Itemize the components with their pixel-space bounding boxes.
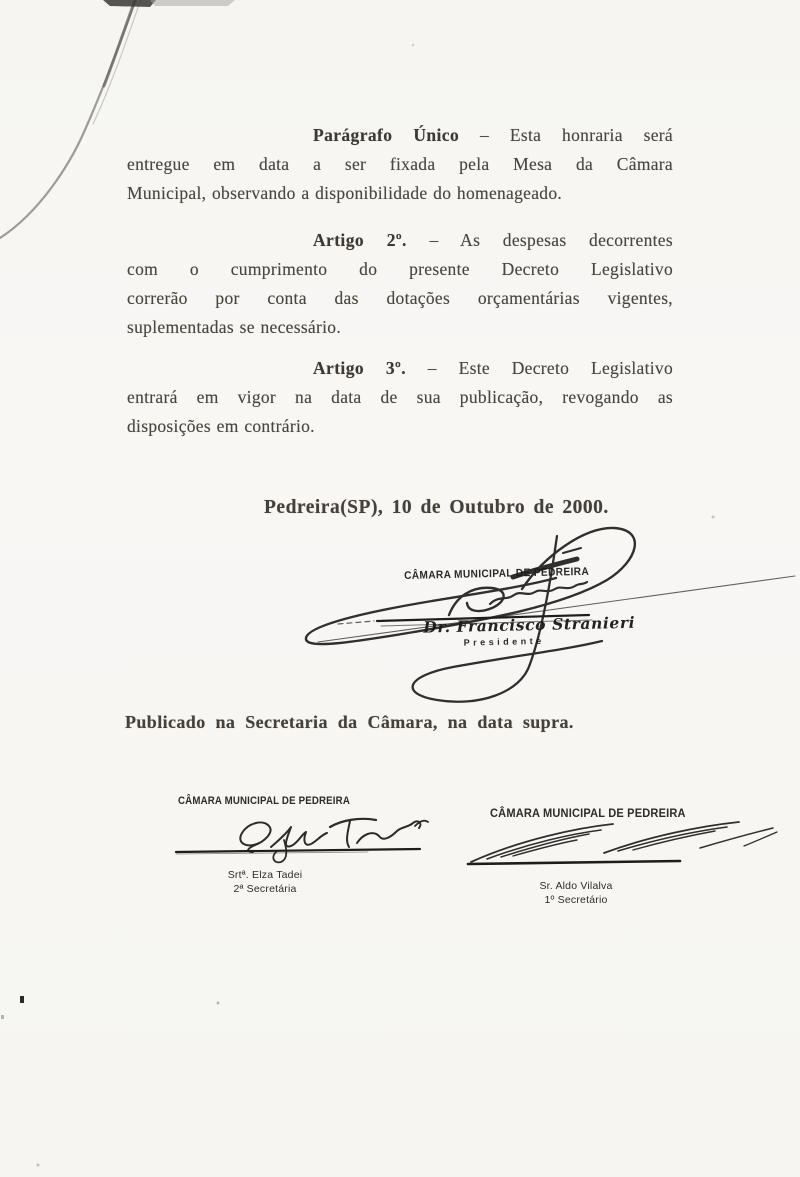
paragraph-first-line bbox=[127, 226, 673, 255]
paragraph-first-line bbox=[127, 354, 673, 383]
paragraph-lead-rest: – Esta honraria será bbox=[479, 125, 673, 145]
paragraph-line: suplementadas se necessário. bbox=[127, 317, 342, 337]
paragraph-lead: Artigo 3º. bbox=[313, 358, 406, 378]
scan-crease bbox=[0, 0, 142, 238]
paragraph-line: entregue em data a ser fixada pela Mesa da Câmara bbox=[127, 154, 673, 174]
paragraph-paragrafo-unico bbox=[127, 121, 673, 208]
president-stamp bbox=[404, 565, 636, 649]
paragraph-first-line bbox=[127, 121, 673, 150]
paragraph-line: Municipal, observando a disponibilidade do homenageado. bbox=[127, 183, 563, 203]
president-title: Presidente bbox=[463, 635, 545, 648]
stamp-org-name: CÂMARA MUNICIPAL DE PEDREIRA bbox=[404, 565, 590, 582]
stamp-org-name: CÂMARA MUNICIPAL DE PEDREIRA bbox=[490, 806, 686, 820]
signer-name: Sr. Aldo Vilalva bbox=[539, 880, 613, 892]
signature-block-second-secretary bbox=[178, 795, 373, 895]
paragraph-lead-rest: – Este Decreto Legislativo bbox=[427, 358, 673, 378]
dateline: Pedreira(SP), 10 de Outubro de 2000. bbox=[264, 497, 609, 518]
stamp-org-name: CÂMARA MUNICIPAL DE PEDREIRA bbox=[178, 795, 351, 807]
paragraph-artigo-2 bbox=[127, 226, 673, 342]
president-name: Dr. Francisco Stranieri bbox=[423, 612, 636, 637]
paragraph-lead: Parágrafo Único bbox=[313, 125, 460, 145]
signer-title: 1º Secretário bbox=[544, 894, 608, 906]
paragraph-artigo-3 bbox=[127, 354, 673, 441]
publication-note: Publicado na Secretaria da Câmara, na data supra. bbox=[125, 712, 574, 732]
paragraph-lead-rest: – As despesas decorrentes bbox=[429, 230, 673, 250]
signer-name: Srtª. Elza Tadei bbox=[227, 869, 303, 881]
scan-smudge bbox=[103, 0, 235, 7]
paragraph-line: disposições em contrário. bbox=[127, 416, 315, 436]
paragraph-line: entrará em vigor na data de sua publicação, revogando as bbox=[127, 387, 673, 407]
paragraph-lead: Artigo 2º. bbox=[313, 230, 407, 250]
signer-title: 2ª Secretária bbox=[233, 883, 297, 895]
paragraph-line: correrão por conta das dotações orçamentárias vigentes, bbox=[127, 288, 673, 308]
signature-block-first-secretary bbox=[490, 806, 703, 906]
paragraph-line: com o cumprimento do presente Decreto Legislativo bbox=[127, 259, 673, 279]
